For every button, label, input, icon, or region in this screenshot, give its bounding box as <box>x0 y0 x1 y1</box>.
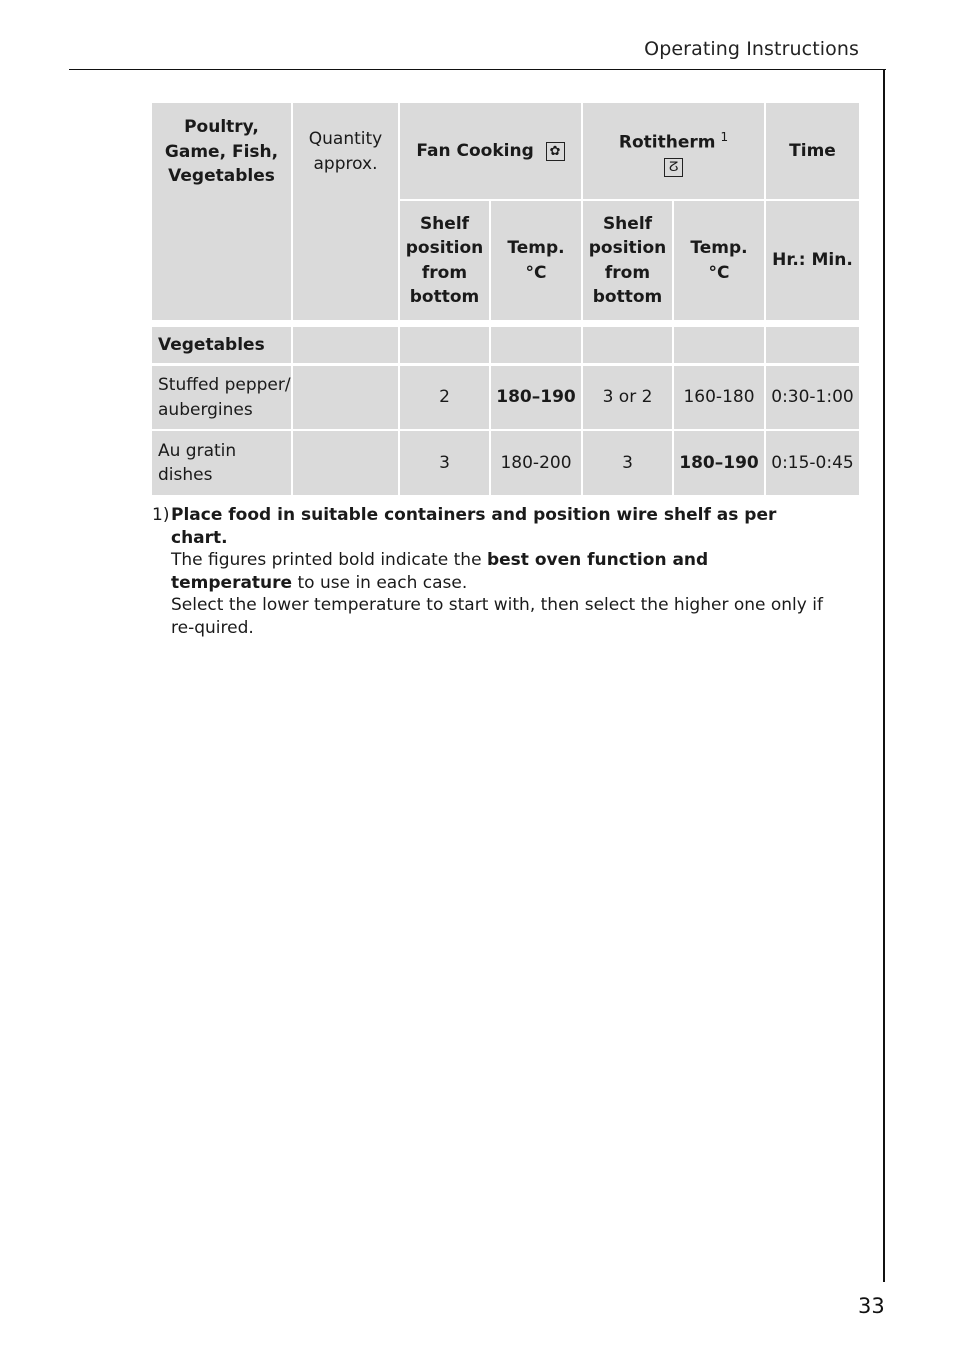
fan-temp-cell: 180-200 <box>491 431 581 495</box>
subheader-fan-temp: Temp. °C <box>491 201 581 320</box>
time-cell: 0:15-0:45 <box>766 431 859 495</box>
header-rotitherm: Rotitherm $^1$ ⵒ <box>583 103 764 199</box>
roti-shelf-cell: 3 <box>583 431 672 495</box>
footnote <box>152 504 832 639</box>
food-cell: Au gratin dishes <box>152 431 291 495</box>
header-quantity: Quantity approx. <box>293 103 398 320</box>
subheader-time: Hr.: Min. <box>766 201 859 320</box>
footnote-ref: 1 <box>720 130 729 145</box>
fan-shelf-cell: 3 <box>400 431 489 495</box>
roti-shelf-cell: 3 or 2 <box>583 366 672 429</box>
subheader-roti-temp: Temp. °C <box>674 201 764 320</box>
fan-temp-cell: 180–190 <box>491 366 581 429</box>
footnote-line-2: The figures printed bold indicate the best oven function and temperature to use in each case. <box>171 550 709 593</box>
quantity-cell <box>293 366 398 429</box>
header-rule <box>69 69 886 70</box>
section-empty-cell <box>674 327 764 363</box>
subheader-roti-shelf: Shelf position from bottom <box>583 201 672 320</box>
margin-rule <box>883 69 885 1282</box>
header-time: Time <box>766 103 859 199</box>
page-number: 33 <box>858 1294 885 1318</box>
food-cell: Stuffed pepper/ aubergines <box>152 366 291 429</box>
page-header-title: Operating Instructions <box>644 38 859 60</box>
fan-shelf-cell: 2 <box>400 366 489 429</box>
subheader-fan-shelf: Shelf position from bottom <box>400 201 489 320</box>
footnote-mark: 1) <box>152 505 170 525</box>
fan-cooking-icon: ✿ <box>546 142 565 161</box>
footnote-line-3: Select the lower temperature to start with, then select the higher one only if re-quired. <box>171 595 823 638</box>
header-food: Poultry, Game, Fish, Vegetables <box>152 103 291 320</box>
section-empty-cell <box>583 327 672 363</box>
time-cell: 0:30-1:00 <box>766 366 859 429</box>
section-vegetables: Vegetables <box>152 327 291 363</box>
roti-temp-cell: 160-180 <box>674 366 764 429</box>
footnote-line-1: 1)Place food in suitable containers and position wire shelf as per chart. <box>152 505 777 548</box>
header-fan-cooking: Fan Cooking ✿ <box>400 103 581 199</box>
section-empty-cell <box>400 327 489 363</box>
roti-temp-cell: 180–190 <box>674 431 764 495</box>
quantity-cell <box>293 431 398 495</box>
section-empty-cell <box>491 327 581 363</box>
section-empty-cell <box>766 327 859 363</box>
rotitherm-icon: ⵒ <box>664 158 683 177</box>
section-empty-cell <box>293 327 398 363</box>
